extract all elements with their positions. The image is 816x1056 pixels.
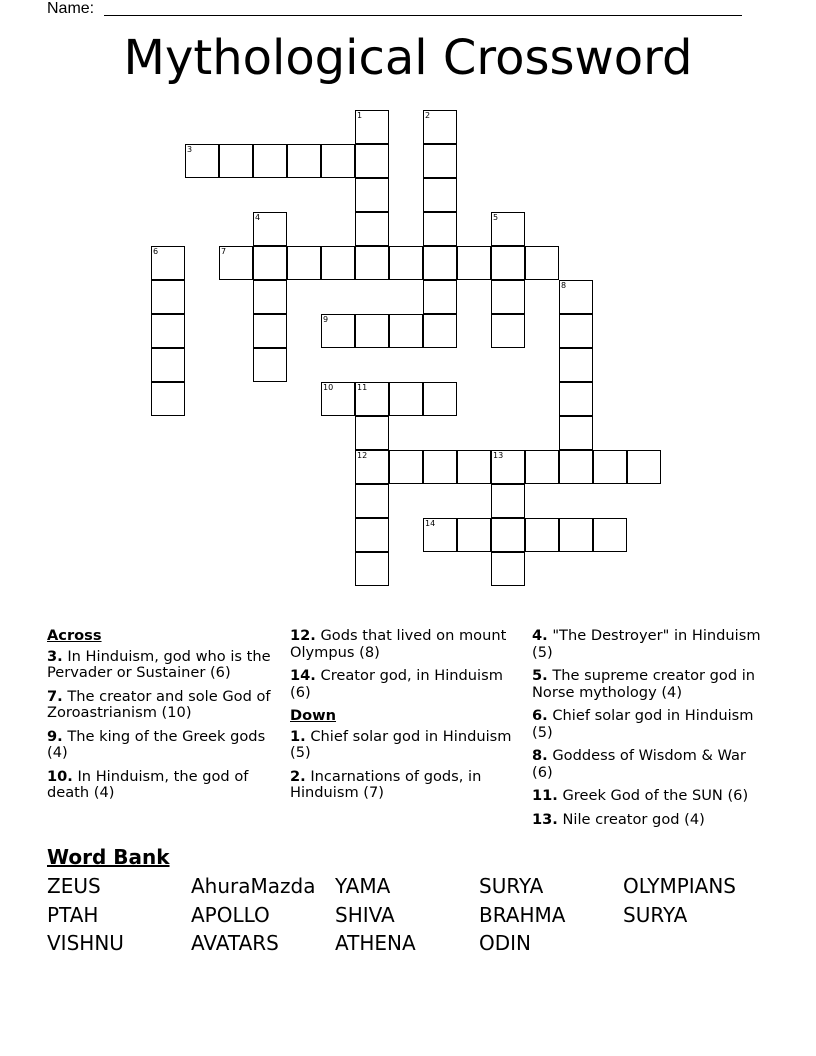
clue-text: Chief solar god in Hinduism (5) <box>290 727 512 761</box>
word-bank-word: BRAHMA <box>479 903 566 927</box>
word-bank-word: VISHNU <box>47 931 124 955</box>
grid-cell[interactable] <box>423 246 457 280</box>
clue-number: 14 <box>425 519 436 528</box>
grid-cell[interactable] <box>321 382 355 416</box>
clue <box>532 788 764 805</box>
clue-number: 7. <box>47 687 63 705</box>
grid-cell[interactable] <box>355 314 389 348</box>
clue-number: 11 <box>357 383 368 392</box>
clue-number: 11. <box>532 787 558 804</box>
grid-cell[interactable] <box>389 314 423 348</box>
clue-text: In Hinduism, god who is the Pervader or Sustainer (6) <box>47 647 271 681</box>
grid-cell[interactable] <box>559 280 593 314</box>
clue <box>47 769 279 802</box>
clue <box>532 708 764 741</box>
grid-cell[interactable] <box>491 552 525 586</box>
grid-cell[interactable] <box>559 450 593 484</box>
down-clue-list <box>290 729 522 802</box>
word-bank-word: OLYMPIANS <box>623 874 736 898</box>
clue-text: In Hinduism, the god of death (4) <box>47 767 249 801</box>
clue-number: 3. <box>47 647 63 665</box>
clue <box>47 649 279 682</box>
grid-cell[interactable] <box>355 552 389 586</box>
clue <box>532 668 764 701</box>
grid-cell[interactable] <box>219 144 253 178</box>
grid-cell[interactable] <box>355 144 389 178</box>
clues-column-1 <box>47 628 279 809</box>
grid-cell[interactable] <box>593 518 627 552</box>
clue <box>47 689 279 722</box>
grid-cell[interactable] <box>559 348 593 382</box>
grid-cell[interactable] <box>423 280 457 314</box>
grid-cell[interactable] <box>389 382 423 416</box>
clue-number: 12 <box>357 451 368 460</box>
grid-cell[interactable] <box>423 382 457 416</box>
grid-cell[interactable] <box>219 246 253 280</box>
grid-cell[interactable] <box>185 144 219 178</box>
grid-cell[interactable] <box>151 280 185 314</box>
clue <box>47 729 279 762</box>
clue-text: Goddess of Wisdom & War (6) <box>532 747 746 781</box>
clue <box>532 628 764 661</box>
clue-number: 10 <box>323 383 334 392</box>
grid-cell[interactable] <box>355 212 389 246</box>
grid-cell[interactable] <box>593 450 627 484</box>
grid-cell[interactable] <box>253 144 287 178</box>
clue-number: 8. <box>532 747 548 764</box>
clue <box>532 812 764 829</box>
grid-cell[interactable] <box>423 450 457 484</box>
grid-cell[interactable] <box>151 382 185 416</box>
clue-number: 12. <box>290 627 316 644</box>
grid-cell[interactable] <box>355 450 389 484</box>
clue-number: 13 <box>493 451 504 460</box>
word-bank-title: Word Bank <box>47 845 170 869</box>
word-bank-word: SURYA <box>479 874 544 898</box>
grid-cell[interactable] <box>151 246 185 280</box>
grid-cell[interactable] <box>355 484 389 518</box>
clue-text: Greek God of the SUN (6) <box>557 787 749 804</box>
down-heading: Down <box>290 707 337 724</box>
clue-number: 14. <box>290 667 316 684</box>
grid-cell[interactable] <box>559 382 593 416</box>
clue-text: Chief solar god in Hinduism (5) <box>532 707 754 741</box>
word-bank-word: ODIN <box>479 931 532 955</box>
word-bank-word: PTAH <box>47 903 99 927</box>
across-clue-list-cont <box>290 628 522 701</box>
grid-cell[interactable] <box>355 382 389 416</box>
page-title: Mythological Crossword <box>123 30 693 86</box>
clue-number: 1. <box>290 727 306 745</box>
grid-cell[interactable] <box>253 314 287 348</box>
grid-cell[interactable] <box>457 246 491 280</box>
grid-cell[interactable] <box>525 246 559 280</box>
word-bank-word: SHIVA <box>335 903 395 927</box>
word-bank-word: APOLLO <box>191 903 270 927</box>
grid-cell[interactable] <box>389 450 423 484</box>
clue-number: 5. <box>532 667 548 684</box>
grid-cell[interactable] <box>525 518 559 552</box>
grid-cell[interactable] <box>355 246 389 280</box>
clue-text: Incarnations of gods, in Hinduism (7) <box>290 767 482 801</box>
grid-cell[interactable] <box>525 450 559 484</box>
clue-text: Gods that lived on mount Olympus (8) <box>290 627 507 661</box>
clue <box>290 628 522 661</box>
word-bank-word: AhuraMazda <box>191 874 316 898</box>
grid-cell[interactable] <box>151 348 185 382</box>
clue-number: 8 <box>561 281 567 290</box>
grid-cell[interactable] <box>287 144 321 178</box>
clue-number: 9 <box>323 315 329 324</box>
word-bank-word: AVATARS <box>191 931 279 955</box>
grid-cell[interactable] <box>355 416 389 450</box>
grid-cell[interactable] <box>253 280 287 314</box>
clue-number: 2 <box>425 111 431 120</box>
grid-cell[interactable] <box>423 212 457 246</box>
grid-cell[interactable] <box>491 314 525 348</box>
clue-text: The king of the Greek gods (4) <box>47 727 266 761</box>
clues-column-2 <box>290 628 522 809</box>
grid-cell[interactable] <box>253 212 287 246</box>
across-clue-list <box>47 649 279 802</box>
clue <box>290 668 522 701</box>
clue-text: Creator god, in Hinduism (6) <box>290 667 503 701</box>
name-label: Name: <box>47 0 95 17</box>
clue-number: 13. <box>532 810 558 828</box>
grid-cell[interactable] <box>253 348 287 382</box>
grid-cell[interactable] <box>491 484 525 518</box>
clues-column-3 <box>532 628 764 835</box>
clue-number: 1 <box>357 111 363 120</box>
grid-cell[interactable] <box>423 518 457 552</box>
clue-text: "The Destroyer" in Hinduism (5) <box>532 627 761 661</box>
grid-cell[interactable] <box>491 280 525 314</box>
grid-cell[interactable] <box>457 518 491 552</box>
word-bank-word: ZEUS <box>47 874 101 898</box>
grid-cell[interactable] <box>423 178 457 212</box>
grid-cell[interactable] <box>389 246 423 280</box>
grid-cell[interactable] <box>491 212 525 246</box>
grid-cell[interactable] <box>287 246 321 280</box>
clue <box>290 729 522 762</box>
grid-cell[interactable] <box>491 450 525 484</box>
clue-number: 3 <box>187 145 193 154</box>
grid-cell[interactable] <box>321 144 355 178</box>
grid-cell[interactable] <box>491 518 525 552</box>
grid-cell[interactable] <box>457 450 491 484</box>
word-bank-word: ATHENA <box>335 931 416 955</box>
grid-cell[interactable] <box>321 314 355 348</box>
grid-cell[interactable] <box>627 450 661 484</box>
clue-text: Nile creator god (4) <box>557 810 705 828</box>
clue <box>532 748 764 781</box>
clue-number: 9. <box>47 727 63 745</box>
grid-cell[interactable] <box>423 110 457 144</box>
grid-cell[interactable] <box>559 314 593 348</box>
grid-cell[interactable] <box>491 246 525 280</box>
clue-number: 6 <box>153 247 159 256</box>
grid-cell[interactable] <box>559 416 593 450</box>
clue <box>290 769 522 802</box>
grid-cell[interactable] <box>355 178 389 212</box>
grid-cell[interactable] <box>423 314 457 348</box>
clue-number: 4 <box>255 213 261 222</box>
grid-cell[interactable] <box>355 110 389 144</box>
clue-number: 4. <box>532 627 548 644</box>
grid-cell[interactable] <box>559 518 593 552</box>
grid-cell[interactable] <box>253 246 287 280</box>
across-heading: Across <box>47 627 102 644</box>
clue-number: 6. <box>532 707 548 724</box>
grid-cell[interactable] <box>321 246 355 280</box>
clue-number: 5 <box>493 213 499 222</box>
clue-text: The supreme creator god in Norse mythology (4) <box>532 667 756 701</box>
word-bank-word: YAMA <box>335 874 391 898</box>
down-clue-list-cont <box>532 628 764 828</box>
clue-number: 7 <box>221 247 227 256</box>
word-bank-word: SURYA <box>623 903 688 927</box>
grid-cell[interactable] <box>423 144 457 178</box>
clue-text: The creator and sole God of Zoroastrianism (10) <box>47 687 271 721</box>
grid-cell[interactable] <box>355 518 389 552</box>
clue-number: 10. <box>47 767 73 785</box>
clue-number: 2. <box>290 767 306 785</box>
grid-cell[interactable] <box>151 314 185 348</box>
